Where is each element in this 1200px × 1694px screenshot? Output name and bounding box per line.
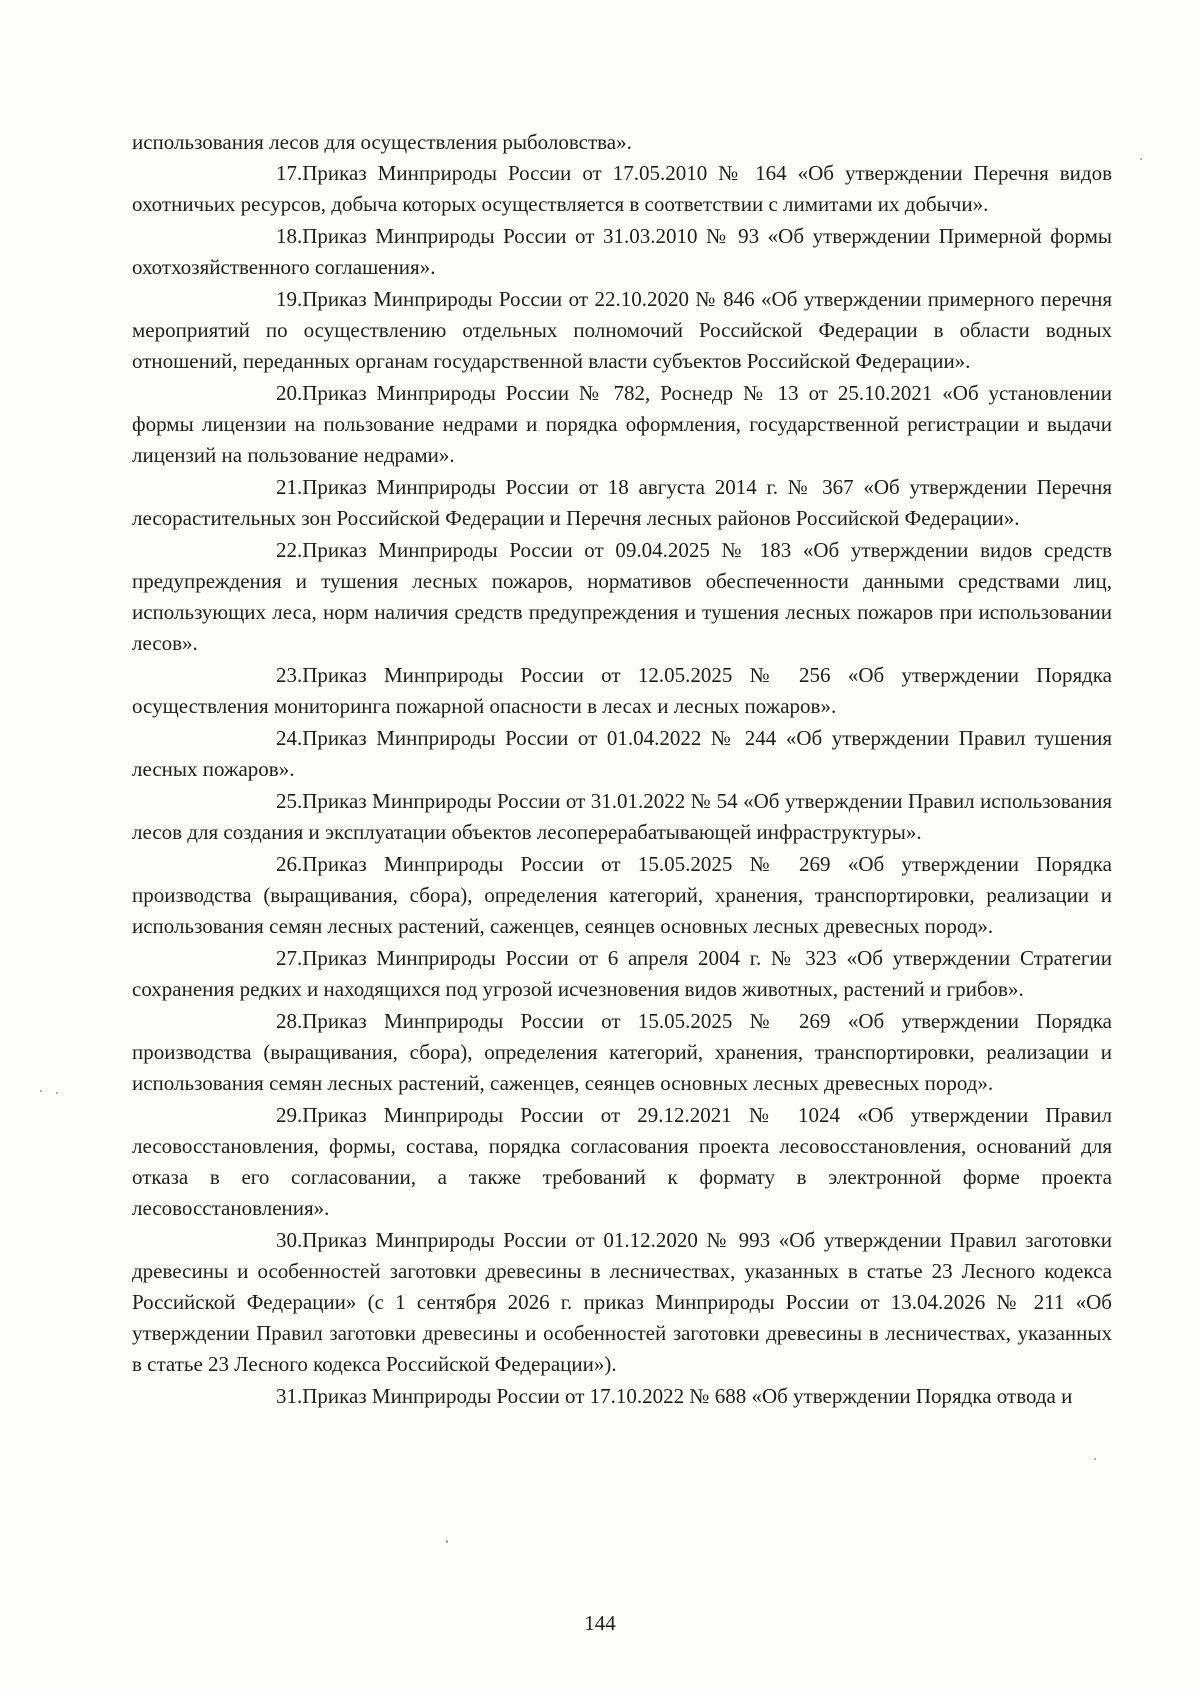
item-number: 31. (276, 1384, 303, 1408)
item-text: Приказ Минприроды России от 12.05.2025 № 256 «Об утверждении Порядка осуществления мониторинга пожарной опасности в лесах и лесных пожаров». (132, 663, 1112, 718)
item-text: Приказ Минприроды России от 18 августа 2014 г. № 367 «Об утверждении Перечня лесорастительных зон Российской Федерации и Перечня лесных районов Российской Федерации». (132, 475, 1112, 530)
item-number: 19. (276, 287, 303, 311)
item-number: 30. (276, 1228, 303, 1252)
document-body (132, 127, 1112, 1413)
item-text: Приказ Минприроды России № 782, Роснедр № 13 от 25.10.2021 «Об установлении формы лицензии на пользование недрами и порядка оформления, государственной регистрации и выдачи лицензий на пользование недрами». (132, 381, 1112, 467)
list-item (132, 660, 1112, 722)
scan-speck (56, 1092, 58, 1094)
item-number: 25. (276, 789, 303, 813)
item-text: Приказ Минприроды России от 17.05.2010 № 164 «Об утверждении Перечня видов охотничьих ресурсов, добыча которых осуществляется в соответствии с лимитами их добычи». (132, 161, 1112, 216)
item-text: Приказ Минприроды России от 22.10.2020 № 846 «Об утверждении примерного перечня мероприятий по осуществлению отдельных полномочий Российской Федерации в области водных отношений, переданных органам государственной власти субъектов Российской Федерации». (132, 287, 1112, 373)
item-text: Приказ Минприроды России от 01.04.2022 № 244 «Об утверждении Правил тушения лесных пожаров». (132, 726, 1112, 781)
list-item (132, 284, 1112, 377)
list-item (132, 849, 1112, 942)
item-text: Приказ Минприроды России от 15.05.2025 № 269 «Об утверждении Порядка производства (выращивания, сбора), определения категорий, хранения, транспортировки, реализации и использования семян лесных растений, саженцев, сеянцев основных лесных древесных пород». (132, 1009, 1112, 1095)
item-number: 24. (276, 726, 303, 750)
scan-speck (446, 1540, 448, 1543)
page-number: 144 (584, 1611, 616, 1635)
item-number: 18. (276, 224, 303, 248)
scan-speck (1094, 1458, 1096, 1460)
list-item (132, 221, 1112, 283)
item-text: Приказ Минприроды России от 17.10.2022 № 688 «Об утверждении Порядка отвода и (302, 1384, 1073, 1408)
item-text: Приказ Минприроды России от 15.05.2025 № 269 «Об утверждении Порядка производства (выращивания, сбора), определения категорий, хранения, транспортировки, реализации и использования семян лесных растений, саженцев, сеянцев основных лесных древесных пород». (132, 852, 1112, 938)
item-text: Приказ Минприроды России от 31.01.2022 № 54 «Об утверждении Правил использования лесов для создания и эксплуатации объектов лесоперерабатывающей инфраструктуры». (132, 789, 1112, 844)
list-item (132, 535, 1112, 659)
item-number: 27. (276, 946, 303, 970)
item-text: Приказ Минприроды России от 01.12.2020 № 993 «Об утверждении Правил заготовки древесины и особенностей заготовки древесины в лесничествах, указанных в статье 23 Лесного кодекса Российской Федерации» (с 1 сентября 2026 г. приказ Минприроды России от 13.04.2026 № 211 «Об утверждении Правил заготовки древесины и особенностей заготовки древесины в лесничествах, указанных в статье 23 Лесного кодекса Российской Федерации»). (132, 1228, 1112, 1376)
item-text: Приказ Минприроды России от 09.04.2025 № 183 «Об утверждении видов средств предупреждения и тушения лесных пожаров, нормативов обеспеченности данными средствами лиц, использующих леса, норм наличия средств предупреждения и тушения лесных пожаров при использовании лесов». (132, 538, 1112, 655)
item-text: Приказ Минприроды России от 29.12.2021 № 1024 «Об утверждении Правил лесовосстановления, формы, состава, порядка согласования проекта лесовосстановления, оснований для отказа в его согласовании, а также требований к формату в электронной форме проекта лесовосстановления». (132, 1103, 1112, 1220)
item-text: Приказ Минприроды России от 31.03.2010 № 93 «Об утверждении Примерной формы охотхозяйственного соглашения». (132, 224, 1112, 279)
list-item (132, 158, 1112, 220)
item-number: 22. (276, 538, 303, 562)
list-item (132, 472, 1112, 534)
list-item (132, 1225, 1112, 1380)
item-text: Приказ Минприроды России от 6 апреля 2004 г. № 323 «Об утверждении Стратегии сохранения редких и находящихся под угрозой исчезновения видов животных, растений и грибов». (132, 946, 1112, 1001)
item-number: 29. (276, 1103, 303, 1127)
scan-speck (40, 1090, 42, 1092)
list-item (132, 378, 1112, 471)
item-number: 28. (276, 1009, 303, 1033)
scan-speck (1140, 158, 1142, 160)
item-number: 21. (276, 475, 303, 499)
item-number: 23. (276, 663, 303, 687)
list-item (132, 1006, 1112, 1099)
list-item (132, 1381, 1112, 1412)
list-item (132, 943, 1112, 1005)
list-item (132, 723, 1112, 785)
item-number: 17. (276, 161, 303, 185)
list-item (132, 786, 1112, 848)
lead-paragraph: использования лесов для осуществления рыболовства». (132, 130, 632, 154)
list-item (132, 1100, 1112, 1224)
item-number: 20. (276, 381, 303, 405)
item-number: 26. (276, 852, 303, 876)
